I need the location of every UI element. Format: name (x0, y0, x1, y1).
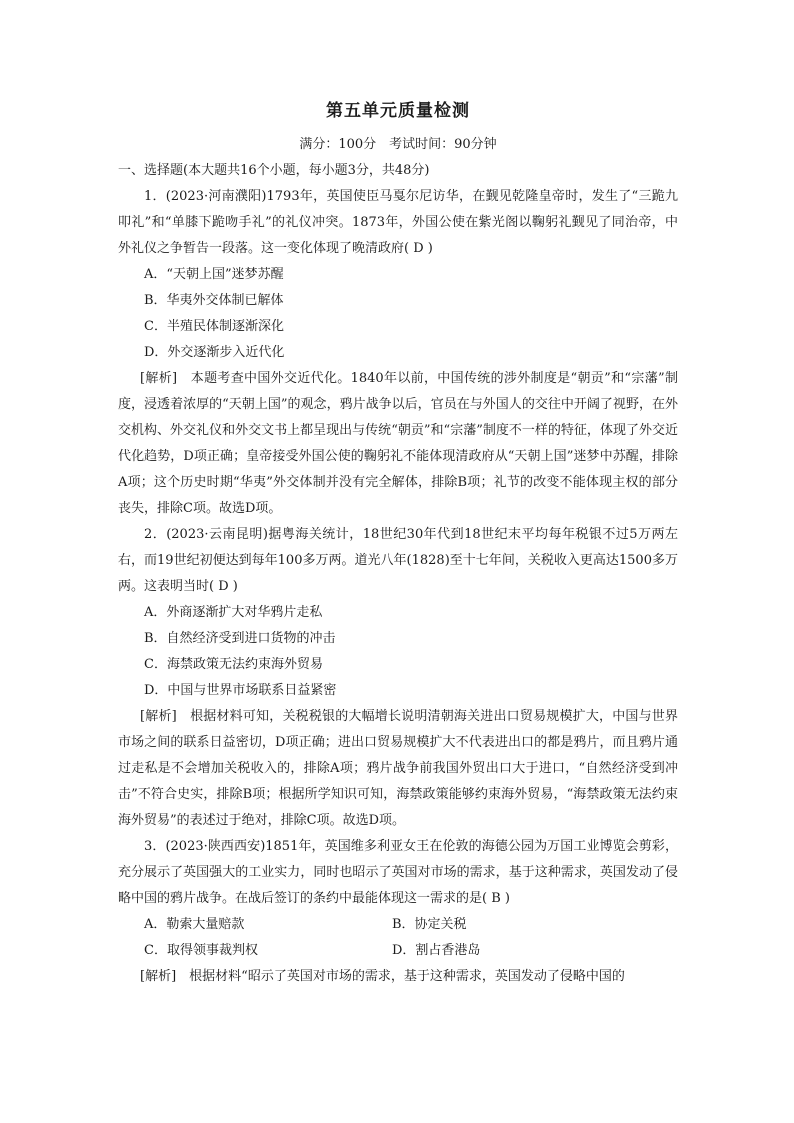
question-3-option-a: A．勒索大量赔款 (144, 917, 245, 932)
question-1-analysis-text: 本题考查中国外交近代化。1840年以前，中国传统的涉外制度是“朝贡”和“宗藩”制度，浸透着浓厚的“天朝上国”的观念，鸦片战争以后，官员在与外国人的交往中开阔了视野，在外交机构、外交礼仪和外交文书上都呈现出与传统“朝贡”和“宗藩”制度不一样的特征，体现了外交近代化趋势，D项正确；皇帝接受外国公使的鞠躬礼不能体现清政府从“天朝上国”迷梦中苏醒，排除A项；这个历史时期“华夷”外交体制并没有完全解体，排除B项；礼节的改变不能体现主权的部分丧失，排除C项。故选D项。 (118, 371, 678, 516)
question-2-analysis-text: 根据材料可知，关税税银的大幅增长说明清朝海关进出口贸易规模扩大，中国与世界市场之间的联系日益密切，D项正确；进出口贸易规模扩大不代表进出口的都是鸦片，而且鸦片通过走私是不会增加关税收入的，排除A项；鸦片战争前我国外贸出口大于进口，“自然经济受到冲击”不符合史实，排除B项；根据所学知识可知，海禁政策能够约束海外贸易，“海禁政策无法约束海外贸易”的表述过于绝对，排除C项。故选D项。 (118, 709, 678, 828)
question-2-option-a: A．外商逐渐扩大对华鸦片走私 (144, 605, 323, 620)
question-3-stem: 3．(2023·陕西西安)1851年，英国维多利亚女王在伦敦的海德公园为万国工业博览会剪彩，充分展示了英国强大的工业实力，同时也昭示了英国对市场的需求，基于这种需求，英国发动了侵略中国的鸦片战争。在战后签订的条约中最能体现这一需求的是( B ) (118, 839, 678, 906)
question-3-analysis (118, 964, 678, 990)
question-1-option-a: A．“天朝上国”迷梦苏醒 (144, 267, 284, 282)
question-3-option-c: C．取得领事裁判权 (144, 943, 258, 958)
document-title: 第五单元质量检测 (326, 101, 470, 121)
analysis-label: [解析] (140, 371, 178, 386)
analysis-label: [解析] (140, 709, 177, 724)
question-2-option-d: D．中国与世界市场联系日益紧密 (144, 683, 337, 698)
question-1-option-d: D．外交逐渐步入近代化 (144, 345, 285, 360)
question-2-option-c: C．海禁政策无法约束海外贸易 (144, 657, 323, 672)
question-3-options-row-1 (118, 912, 678, 938)
question-3-option-b: B．协定关税 (392, 917, 467, 932)
document-page (118, 0, 678, 1123)
question-1-option-b: B．华夷外交体制已解体 (144, 293, 284, 308)
question-2-analysis (118, 704, 678, 834)
question-1-stem: 1．(2023·河南濮阳)1793年，英国使臣马戛尔尼访华，在觐见乾隆皇帝时，发生了“三跪九叩礼”和“单膝下跪吻手礼”的礼仪冲突。1873年，外国公使在紫光阁以鞠躬礼觐见了同治帝，中外礼仪之争暂告一段落。这一变化体现了晚清政府( D ) (118, 189, 678, 256)
question-3-option-d: D．割占香港岛 (392, 943, 481, 958)
question-1-analysis (118, 366, 678, 522)
exam-meta: 满分：100分 考试时间：90分钟 (299, 137, 497, 152)
analysis-label: [解析] (140, 969, 177, 984)
question-3-analysis-text: 根据材料“昭示了英国对市场的需求，基于这种需求，英国发动了侵略中国的 (189, 969, 625, 984)
question-2-stem: 2．(2023·云南昆明)据粤海关统计，18世纪30年代到18世纪末平均每年税银不过5万两左右，而19世纪初便达到每年100多万两。道光八年(1828)至十七年间，关税收入更高达1500多万两。这表明当时( D ) (118, 527, 678, 594)
question-2-option-b: B．自然经济受到进口货物的冲击 (144, 631, 336, 646)
document-body (118, 158, 678, 990)
section-heading: 一、选择题(本大题共16个小题，每小题3分，共48分) (118, 163, 430, 178)
question-3-options-row-2 (118, 938, 678, 964)
question-1-option-c: C．半殖民体制逐渐深化 (144, 319, 284, 334)
